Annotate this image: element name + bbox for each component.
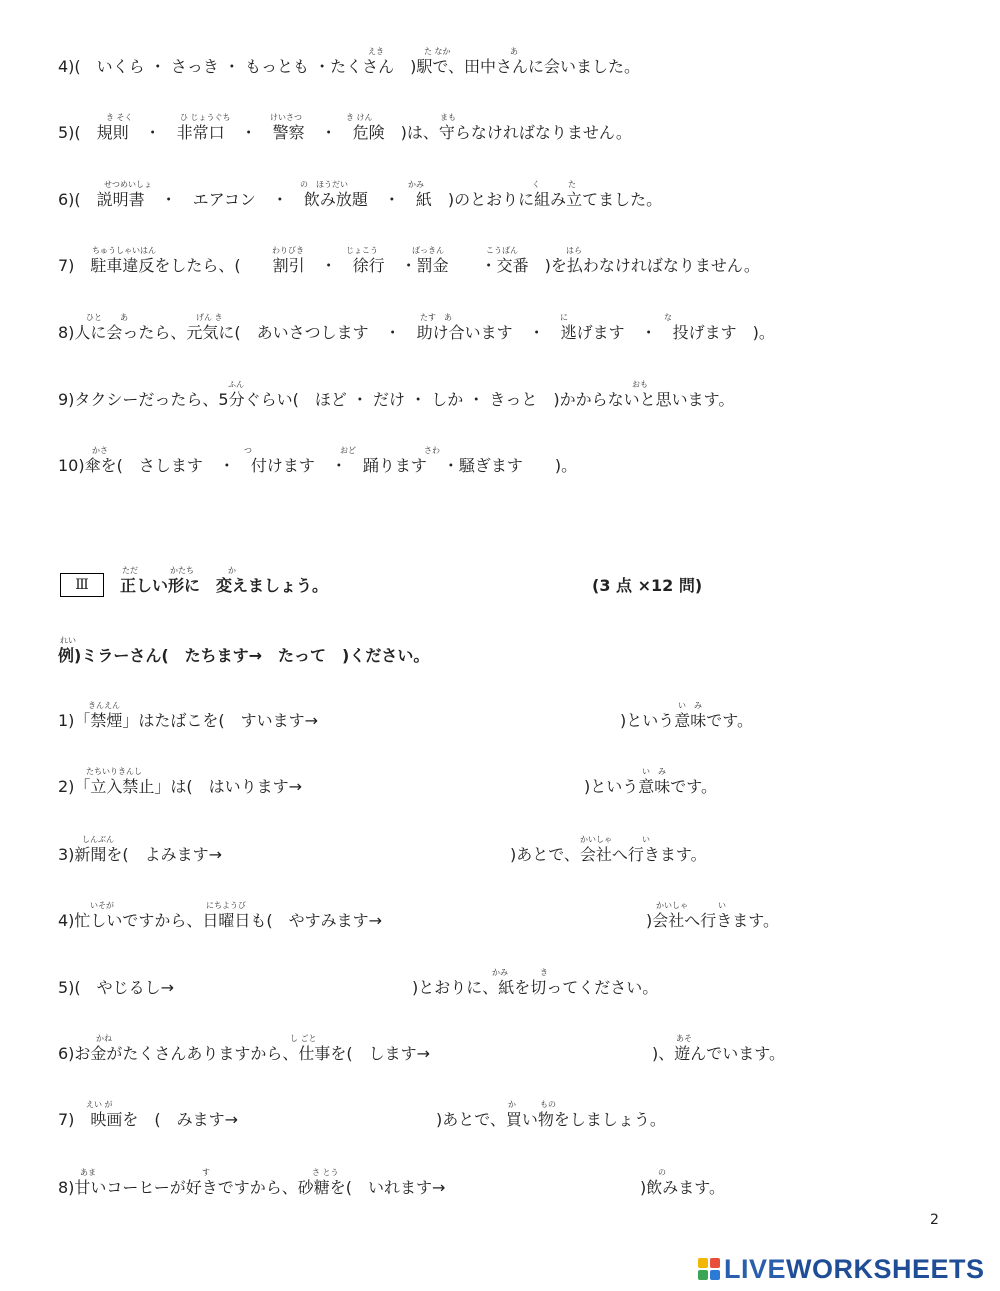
- ruby: つ: [244, 446, 252, 455]
- logo-square: [710, 1258, 720, 1268]
- ruby: た: [568, 180, 576, 189]
- question-text: 4)忙しいですから、日曜日も( やすみます→: [58, 911, 383, 930]
- question-text: 1)「禁煙」はたばこを( すいます→: [58, 711, 319, 730]
- conj-question-3: [58, 845, 222, 865]
- conj-question-3-end: [510, 845, 707, 865]
- ruby: い み: [678, 701, 702, 710]
- ruby: きんえん: [88, 701, 120, 710]
- logo-square: [710, 1270, 720, 1280]
- ruby: さ とう: [312, 1168, 339, 1177]
- points-label: [592, 576, 702, 596]
- logo-icon: [698, 1258, 720, 1280]
- ruby: えい が: [86, 1100, 113, 1109]
- ruby: たちいりきんし: [86, 767, 142, 776]
- ruby: た なか: [424, 47, 451, 56]
- conj-question-4-end: [646, 911, 779, 931]
- ruby: しんぶん: [82, 835, 114, 844]
- ruby: す: [202, 1168, 210, 1177]
- question-end-text: )会社へ行きます。: [646, 911, 779, 930]
- conj-question-5-end: [412, 978, 658, 998]
- question-text: 10)傘を( さします ・ 付けます ・ 踊ります ・騒ぎます )。: [58, 456, 578, 475]
- ruby: あま: [80, 1168, 96, 1177]
- section-heading-text: 正しい形に 変えましょう。: [120, 576, 329, 595]
- conj-question-5: [58, 978, 174, 998]
- ruby: さわ: [424, 446, 440, 455]
- question-5: [58, 123, 632, 143]
- question-text: 7) 映画を ( みます→: [58, 1110, 239, 1129]
- question-text: 3)新聞を( よみます→: [58, 845, 223, 864]
- ruby: れい: [60, 636, 76, 645]
- question-end-text: )という意味です。: [584, 777, 717, 796]
- conj-question-7-end: [436, 1110, 666, 1130]
- logo-live: LIVE: [724, 1254, 787, 1284]
- question-text: 2)「立入禁止」は( はいります→: [58, 777, 303, 796]
- logo-square: [698, 1270, 708, 1280]
- question-text: 6)( 説明書 ・ エアコン ・ 飲み放題 ・ 紙 )のとおりに組み立てました。: [58, 190, 663, 209]
- question-text: 6)お金がたくさんありますから、仕事を( します→: [58, 1044, 431, 1063]
- question-text: 5)( やじるし→: [58, 978, 175, 997]
- conj-question-8: [58, 1178, 445, 1198]
- conj-question-2-end: [584, 777, 717, 797]
- ruby: せつめいしょ: [104, 180, 152, 189]
- page-number: 2: [930, 1212, 939, 1228]
- conj-question-6-end: [652, 1044, 785, 1064]
- conj-question-8-end: [640, 1178, 725, 1198]
- ruby: ふん: [228, 380, 244, 389]
- ruby: わりびき: [272, 246, 304, 255]
- logo-wordmark: [724, 1256, 985, 1282]
- question-7: [58, 256, 760, 276]
- question-9: [58, 390, 734, 410]
- ruby: ひと: [86, 313, 102, 322]
- question-4: [58, 57, 640, 77]
- ruby: く: [532, 180, 540, 189]
- ruby: げん き: [196, 313, 223, 322]
- section-number-box: Ⅲ: [60, 573, 104, 597]
- question-text: 8)人に会ったら、元気に( あいさつします ・ 助け合います ・ 逃げます ・ 投げます )。: [58, 323, 775, 342]
- question-text: 4)( いくら ・ さっき ・ もっとも ・たくさん )駅で、田中さんに会いました。: [58, 57, 641, 76]
- question-end-text: )あとで、買い物をしましょう。: [436, 1110, 666, 1129]
- question-text: 5)( 規則 ・ 非常口 ・ 警察 ・ 危険 )は、守らなければなりません。: [58, 123, 632, 142]
- ruby: い: [642, 835, 650, 844]
- question-end-text: )、遊んでいます。: [652, 1044, 785, 1063]
- ruby: おも: [632, 380, 648, 389]
- ruby: まも: [440, 113, 456, 122]
- ruby: おど: [340, 446, 356, 455]
- ruby: けいさつ: [270, 113, 302, 122]
- ruby: いそが: [90, 901, 114, 910]
- question-10: [58, 456, 577, 476]
- logo-worksheets: WORKSHEETS: [786, 1254, 985, 1284]
- ruby: こうばん: [486, 246, 518, 255]
- ruby: はら: [566, 246, 582, 255]
- ruby: かみ: [492, 968, 508, 977]
- question-text: 9)タクシーだったら、5分ぐらい( ほど ・ だけ ・ しか ・ きっと )かからないと思います。: [58, 390, 735, 409]
- ruby: かいしゃ: [580, 835, 612, 844]
- question-text: 7) 駐車違反をしたら、( 割引 ・ 徐行 ・罰金 ・交番 )を払わなければなりません。: [58, 256, 760, 275]
- ruby: の ほうだい: [300, 180, 348, 189]
- question-end-text: )という意味です。: [620, 711, 753, 730]
- section-heading: [120, 576, 328, 596]
- conj-question-7: [58, 1110, 238, 1130]
- ruby: か: [508, 1100, 516, 1109]
- ruby: ただ: [122, 566, 138, 575]
- ruby: か: [228, 566, 236, 575]
- ruby: き: [540, 968, 548, 977]
- conj-question-1-end: [620, 711, 753, 731]
- ruby: き そく: [106, 113, 133, 122]
- question-end-text: )あとで、会社へ行きます。: [510, 845, 707, 864]
- liveworksheets-logo[interactable]: [698, 1256, 985, 1282]
- logo-square: [698, 1258, 708, 1268]
- ruby: ひ じょうぐち: [180, 113, 231, 122]
- example-line: [58, 646, 429, 666]
- question-end-text: )飲みます。: [640, 1178, 725, 1197]
- ruby: ばっきん: [412, 246, 444, 255]
- ruby: き けん: [346, 113, 373, 122]
- ruby: い み: [642, 767, 666, 776]
- ruby: ちゅうしゃいはん: [92, 246, 156, 255]
- ruby: に: [560, 313, 568, 322]
- ruby: もの: [540, 1100, 556, 1109]
- conj-question-1: [58, 711, 318, 731]
- ruby: にちようび: [206, 901, 246, 910]
- conj-question-2: [58, 777, 302, 797]
- ruby: あ: [510, 47, 518, 56]
- ruby: の: [658, 1168, 666, 1177]
- ruby: たす あ: [420, 313, 452, 322]
- question-end-text: )とおりに、紙を切ってください。: [412, 978, 659, 997]
- ruby: し ごと: [290, 1034, 317, 1043]
- ruby: かね: [96, 1034, 112, 1043]
- ruby: あ: [120, 313, 128, 322]
- points-text: (3 点 ×12 問): [592, 576, 703, 595]
- ruby: な: [664, 313, 672, 322]
- example-text: 例)ミラーさん( たちます→ たって )ください。: [58, 646, 430, 665]
- ruby: い: [718, 901, 726, 910]
- question-6: [58, 190, 662, 210]
- ruby: かさ: [92, 446, 108, 455]
- ruby: あそ: [676, 1034, 692, 1043]
- ruby: えき: [368, 47, 384, 56]
- question-8: [58, 323, 775, 343]
- ruby: かたち: [170, 566, 194, 575]
- ruby: かみ: [408, 180, 424, 189]
- question-text: 8)甘いコーヒーが好きですから、砂糖を( いれます→: [58, 1178, 446, 1197]
- conj-question-6: [58, 1044, 430, 1064]
- conj-question-4: [58, 911, 382, 931]
- ruby: かいしゃ: [656, 901, 688, 910]
- ruby: じょこう: [346, 246, 378, 255]
